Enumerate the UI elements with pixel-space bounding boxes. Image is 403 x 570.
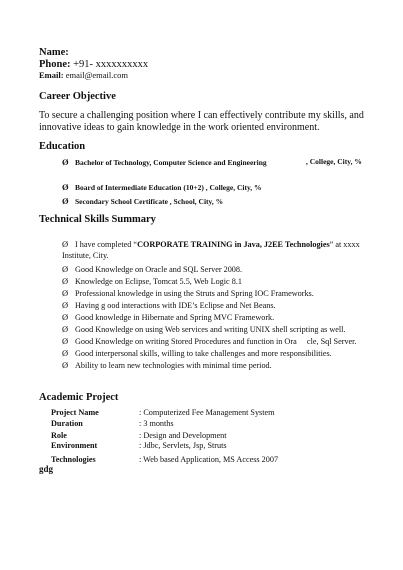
skills-item [62,336,357,346]
project-row-label: Technologies [51,455,96,464]
project-row-value: : Design and Development [139,431,227,440]
education-item-text: Board of Intermediate Education (10+2) , College, City, % [75,183,262,192]
skills-item [62,276,242,286]
skills-item-continuation: Institute, City. [62,251,109,260]
bullet-icon: Ø [62,348,69,358]
skills-item-text: Ability to learn new technologies with minimal time period. [75,361,272,370]
bullet-icon: Ø [62,336,69,346]
skills-item-text: Good knowledge in Hibernate and Spring MVC Framework. [75,313,275,322]
skills-item-text: Knowledge on Eclipse, Tomcat 5.5, Web Logic 8.1 [75,277,242,286]
education-item-text: Bachelor of Technology, Computer Science and Engineering [75,158,267,167]
bullet-icon: Ø [62,264,69,274]
skills-item-pre: I have completed “ [75,240,138,249]
name-label: Name: [39,47,69,58]
skills-item-post: ” at xxxx [329,240,360,249]
phone-value: +91- xxxxxxxxxx [73,59,149,70]
skills-item [62,324,345,334]
skills-item [62,288,314,298]
education-item-suffix: , College, City, % [306,157,362,166]
objective-line-1: To secure a challenging position where I can effectively contribute my skills, and [39,110,364,121]
project-row-value: : 3 months [139,419,174,428]
skills-item [62,300,276,310]
skills-item-text: Professional knowledge in using the Struts and Spring IOC Frameworks. [75,289,314,298]
skills-item-text: Having g ood interactions with IDE’s Eclipse and Net Beans. [75,301,276,310]
skills-item [62,264,242,274]
bullet-icon: Ø [62,196,69,206]
skills-item-text: Good Knowledge on using Web services and writing UNIX shell scripting as well. [75,325,346,334]
email-value: email@email.com [65,70,129,80]
skills-item-text: Good interpersonal skills, willing to take challenges and more responsibilities. [75,349,332,358]
bullet-icon: Ø [62,312,69,322]
skills-item-text: Good Knowledge on Oracle and SQL Server 2008. [75,265,243,274]
footer-text: gdg [39,464,54,474]
objective-line-2: innovative ideas to gain knowledge in the work oriented environment. [39,122,320,133]
skills-item-text: Good Knowledge on writing Stored Procedures and function in Ora cle, Sql Server. [75,337,357,346]
project-row-label: Project Name [51,408,99,417]
skills-item [62,312,274,322]
email-label: Email: [39,70,64,80]
bullet-icon: Ø [62,182,69,192]
project-row-value: : Computerized Fee Management System [139,408,275,417]
phone-label: Phone: [39,59,71,70]
project-row-value: : Web based Application, MS Access 2007 [139,455,279,464]
skills-item [62,239,360,249]
phone-line [39,59,148,70]
career-objective-heading: Career Objective [39,91,116,102]
bullet-icon: Ø [62,324,69,334]
skills-item [62,348,332,358]
skills-heading: Technical Skills Summary [39,214,156,225]
skills-item [62,360,272,370]
education-heading: Education [39,141,86,152]
bullet-icon: Ø [62,276,69,286]
project-row-value: : Jdbc, Servlets, Jsp, Struts [139,441,227,450]
bullet-icon: Ø [62,288,69,298]
education-item [62,182,262,192]
bullet-icon: Ø [62,157,69,167]
skills-item-bold: CORPORATE TRAINING in Java, J2EE Technologies [137,240,330,249]
bullet-icon: Ø [62,360,69,370]
education-item [62,157,267,167]
education-item-text: Secondary School Certificate , School, City, % [75,197,224,206]
project-row-label: Duration [51,419,83,428]
bullet-icon: Ø [62,239,69,249]
bullet-icon: Ø [62,300,69,310]
project-row-label: Environment [51,441,98,450]
academic-project-heading: Academic Project [39,392,119,403]
project-row-label: Role [51,431,67,440]
education-item [62,196,223,206]
email-line [39,70,128,80]
